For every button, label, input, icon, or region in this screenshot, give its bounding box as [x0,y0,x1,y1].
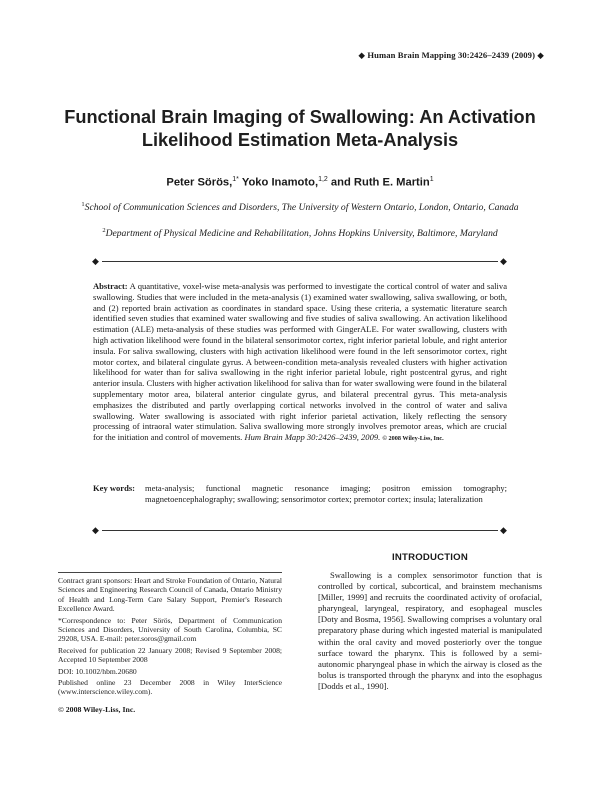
affiliation-text: Department of Physical Medicine and Rehabilitation, Johns Hopkins University, Baltimore, Maryland [105,228,498,240]
abstract-copyright: © 2008 Wiley-Liss, Inc. [382,435,444,443]
doi-footnote: DOI: 10.1002/hbm.20680 [58,666,137,676]
article-title: Functional Brain Imaging of Swallowing: An Activation Likelihood Estimation Meta-Analysis [64,107,536,150]
abstract [93,281,507,445]
affiliation [60,225,540,241]
author-name: and Ruth E. Martin [330,176,430,189]
author-affiliation-mark: 1 [429,176,434,183]
section-heading: INTRODUCTION [392,552,468,563]
introduction-text: Swallowing is a complex sensorimotor function that is controlled by cortical, subcortical, and brainstem mechanisms [Miller, 1999] and recruits the coordinated activity of orofacial, pharyngeal, laryngeal, respiratory, and esophageal muscles [Doty and Bosma, 1956]. Swallowing comprises a voluntary oral preparatory phase during which ingested material is manipulated within the oral cavity and moved posteriorly over the tongue surface toward the pharynx. This is followed by a semi-autonomic pharyngeal phase in which the airway is closed as the bolus is transported through the pharynx and into the esophagus [Dodds et al., 1990]. [318,570,542,691]
grant-footnote: Contract grant sponsors: Heart and Stroke Foundation of Ontario, Natural Sciences and Engineering Research Council of Canada, Ontario Ministry of Health and Long-Term Care Salary Support, Premier's Research Excellence Award. [58,576,282,614]
author-affiliation-mark: 1* [232,176,239,183]
affiliation-text: School of Communication Sciences and Disorders, The University of Western Ontario, London, Ontario, Canada [84,202,519,214]
correspondence-footnote: *Correspondence to: Peter Sörös, Department of Communication Sciences and Disorders, University of South Carolina, Columbia, SC 29208, USA. E-mail: peter.soros@gmail.com [58,615,282,644]
abstract-citation: Hum Brain Mapp 30:2426–2439, 2009. [244,432,381,443]
diamond-ornament-icon: ◆ [92,256,99,266]
abstract-text: A quantitative, voxel-wise meta-analysis was performed to investigate the cortical control of water and saliva swallowing. Studies that were included in the meta-analysis (1) examined water swallowing, saliva swallowing, or both, and (2) reported brain activation as coordinates in standard space. Using these criteria, a systematic literature search identified seven studies that examined water swallowing and five studies of saliva swallowing. An activation likelihood estimation (ALE) meta-analysis of these studies was performed with GingerALE. For water swallowing, clusters with high activation likelihood were found in the bilateral sensorimotor cortex, right inferior parietal lobule, and right anterior insula. For saliva swallowing, clusters with high activation likelihood were found in the left sensorimotor cortex, right motor cortex, and bilateral cingulate gyrus. A between-condition meta-analysis revealed clusters with higher activation likelihood for water than for saliva swallowing in the right inferior parietal lobule, right postcentral gyrus, and right anterior insula. Clusters with higher activation likelihood for saliva than for water swallowing were found in the bilateral supplementary motor area, bilateral anterior cingulate gyrus, and bilateral precentral gyrus. This meta-analysis emphasizes the distributed and partly overlapping cortical networks involved in the control of water and saliva swallowing. Water swallowing is associated with right inferior parietal activation, likely reflecting the sensory processing of intraoral water stimulation. Saliva swallowing more strongly involves premotor areas, which are crucial for the initiation and control of movements. [93,281,507,443]
received-footnote: Received for publication 22 January 2008; Revised 9 September 2008; Accepted 10 September 2008 [58,645,282,665]
keywords [93,483,507,505]
diamond-ornament-icon: ◆ [500,256,507,266]
footnotes [58,572,282,716]
page-copyright: © 2008 Wiley-Liss, Inc. [58,704,136,714]
diamond-ornament-icon: ◆ [92,525,99,535]
author-list [60,176,540,189]
keywords-text: meta-analysis; functional magnetic resonance imaging; positron emission tomography; magnetoencephalography; swallowing; sensorimotor cortex; premotor cortex; insula; lateralization [145,483,507,504]
running-head: ◆ Human Brain Mapping 30:2426–2439 (2009) ◆ [358,50,544,60]
author-name: Peter Sörös, [166,176,233,189]
published-footnote: Published online 23 December 2008 in Wiley InterScience (www.interscience.wiley.com). [58,678,282,697]
affiliation-mark: 2 [102,227,106,234]
author-name: Yoko Inamoto, [241,176,319,189]
section-rule [102,530,498,531]
affiliation-mark: 1 [81,201,85,208]
section-rule [102,261,498,262]
author-affiliation-mark: 1,2 [318,176,328,183]
diamond-ornament-icon: ◆ [500,525,507,535]
affiliation [60,199,540,215]
abstract-label: Abstract: [93,281,128,291]
keywords-label: Key words: [93,483,136,493]
